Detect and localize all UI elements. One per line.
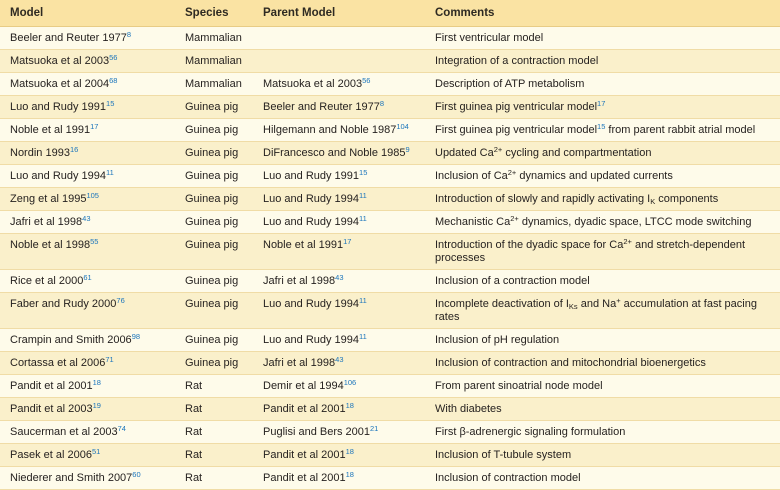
cell-comments: Incomplete deactivation of IKs and Na+ accumulation at fast pacing rates xyxy=(425,293,780,329)
cell-model: Jafri et al 1998$^{43}$ xyxy=(0,211,175,234)
table-row xyxy=(0,211,780,234)
reference-superscript: 11 xyxy=(106,168,114,177)
table-row xyxy=(0,293,780,329)
reference-superscript: 106 xyxy=(343,378,357,387)
cell-species: Guinea pig xyxy=(175,211,253,234)
table-row xyxy=(0,188,780,211)
cell-model: Pandit et al 2001$^{18}$ xyxy=(0,375,175,398)
cell-comments: Inclusion of T-tubule system xyxy=(425,444,780,467)
cell-comments: First ventricular model xyxy=(425,27,780,50)
reference-superscript: 11 xyxy=(359,332,367,341)
reference-superscript: 104 xyxy=(396,122,409,131)
reference-superscript: 8 xyxy=(126,30,131,39)
cell-species: Mammalian xyxy=(175,73,253,96)
cell-species: Rat xyxy=(175,467,253,490)
reference-superscript: 60 xyxy=(132,470,141,479)
cell-species: Guinea pig xyxy=(175,329,253,352)
table-row xyxy=(0,27,780,50)
table-row xyxy=(0,119,780,142)
cell-species: Rat xyxy=(175,398,253,421)
chemical-superscript: 2+ xyxy=(493,145,503,154)
reference-superscript: 9 xyxy=(405,145,410,154)
cell-species: Guinea pig xyxy=(175,270,253,293)
reference-superscript: 105 xyxy=(86,191,99,200)
table-row xyxy=(0,467,780,490)
reference-superscript: 11 xyxy=(359,214,367,223)
reference-superscript: 56 xyxy=(362,76,371,85)
cell-comments: Inclusion of pH regulation xyxy=(425,329,780,352)
cell-parent-model: Puglisi and Bers 2001$^{21}$ xyxy=(253,421,425,444)
cell-comments: Mechanistic $Ca^{2+}$ dynamics, dyadic space, LTCC mode switching xyxy=(425,211,780,234)
cell-species: Rat xyxy=(175,421,253,444)
cell-parent-model xyxy=(253,50,425,73)
cell-model: Zeng et al 1995$^{105}$ xyxy=(0,188,175,211)
cell-parent-model: Matsuoka et al 2003$^{56}$ xyxy=(253,73,425,96)
cell-comments: Introduction of the dyadic space for $Ca^{2+}$ and stretch-dependent processes xyxy=(425,234,780,270)
cell-model: Faber and Rudy 2000$^{76}$ xyxy=(0,293,175,329)
cell-comments: First guinea pig ventricular model$^{15}$ from parent rabbit atrial model xyxy=(425,119,780,142)
reference-superscript: 17 xyxy=(90,122,99,131)
reference-superscript: 21 xyxy=(370,424,379,433)
cell-parent-model: Pandit et al 2001$^{18}$ xyxy=(253,467,425,490)
reference-superscript: 43 xyxy=(335,355,344,364)
cell-species: Guinea pig xyxy=(175,293,253,329)
cell-model: Pandit et al 2003$^{19}$ xyxy=(0,398,175,421)
cell-model: Saucerman et al 2003$^{74}$ xyxy=(0,421,175,444)
cell-model: Matsuoka et al 2003$^{56}$ xyxy=(0,50,175,73)
reference-superscript: 17 xyxy=(597,99,606,108)
table-row xyxy=(0,329,780,352)
cell-comments: Integration of a contraction model xyxy=(425,50,780,73)
reference-superscript: 18 xyxy=(345,447,354,456)
cell-model: Pasek et al 2006$^{51}$ xyxy=(0,444,175,467)
cell-model: Cortassa et al 2006$^{71}$ xyxy=(0,352,175,375)
chemical-subscript: K xyxy=(650,197,656,206)
reference-superscript: 15 xyxy=(597,122,606,131)
cell-parent-model: Luo and Rudy 1994$^{11}$ xyxy=(253,329,425,352)
cell-species: Guinea pig xyxy=(175,119,253,142)
cell-parent-model: Luo and Rudy 1991$^{15}$ xyxy=(253,165,425,188)
reference-superscript: 18 xyxy=(345,470,354,479)
cell-parent-model: Luo and Rudy 1994$^{11}$ xyxy=(253,293,425,329)
table-row xyxy=(0,352,780,375)
cell-comments: From parent sinoatrial node model xyxy=(425,375,780,398)
reference-superscript: 15 xyxy=(106,99,115,108)
cell-parent-model: Demir et al 1994$^{106}$ xyxy=(253,375,425,398)
cell-species: Guinea pig xyxy=(175,188,253,211)
chemical-superscript: + xyxy=(616,296,621,305)
cell-model: Luo and Rudy 1994$^{11}$ xyxy=(0,165,175,188)
reference-superscript: 98 xyxy=(131,332,141,341)
column-header-model: Model xyxy=(0,0,175,27)
cell-comments: Inclusion of contraction model xyxy=(425,467,780,490)
reference-superscript: 16 xyxy=(69,145,79,154)
chemical-subscript: Ks xyxy=(568,302,578,311)
cell-species: Guinea pig xyxy=(175,352,253,375)
reference-superscript: 61 xyxy=(83,273,92,282)
reference-superscript: 43 xyxy=(82,214,91,223)
cell-species: Rat xyxy=(175,375,253,398)
cell-parent-model xyxy=(253,27,425,50)
reference-superscript: 51 xyxy=(91,447,101,456)
reference-superscript: 68 xyxy=(109,76,118,85)
table-row xyxy=(0,398,780,421)
chemical-superscript: 2+ xyxy=(623,237,632,246)
reference-superscript: 56 xyxy=(109,53,118,62)
reference-superscript: 55 xyxy=(90,237,99,246)
table-row xyxy=(0,444,780,467)
reference-superscript: 43 xyxy=(335,273,344,282)
cell-parent-model: Luo and Rudy 1994$^{11}$ xyxy=(253,211,425,234)
cell-parent-model: Pandit et al 2001$^{18}$ xyxy=(253,398,425,421)
table-row xyxy=(0,165,780,188)
cell-model: Beeler and Reuter 1977$^8$ xyxy=(0,27,175,50)
column-header-parent-model: Parent Model xyxy=(253,0,425,27)
cell-model: Luo and Rudy 1991$^{15}$ xyxy=(0,96,175,119)
cell-parent-model: Pandit et al 2001$^{18}$ xyxy=(253,444,425,467)
cell-species: Rat xyxy=(175,444,253,467)
table-row xyxy=(0,96,780,119)
cell-species: Guinea pig xyxy=(175,165,253,188)
reference-superscript: 18 xyxy=(345,401,354,410)
column-header-comments: Comments xyxy=(425,0,780,27)
cell-comments: First β-adrenergic signaling formulation xyxy=(425,421,780,444)
table-row xyxy=(0,50,780,73)
cell-comments: Description of ATP metabolism xyxy=(425,73,780,96)
table-row xyxy=(0,234,780,270)
cell-parent-model: Jafri et al 1998$^{43}$ xyxy=(253,352,425,375)
reference-superscript: 71 xyxy=(105,355,114,364)
table-row xyxy=(0,421,780,444)
cell-parent-model: Luo and Rudy 1994$^{11}$ xyxy=(253,188,425,211)
cell-comments: Inclusion of a contraction model xyxy=(425,270,780,293)
reference-superscript: 74 xyxy=(117,424,126,433)
table-row xyxy=(0,270,780,293)
cell-comments: First guinea pig ventricular model$^{17}$ xyxy=(425,96,780,119)
cell-parent-model: Jafri et al 1998$^{43}$ xyxy=(253,270,425,293)
cell-species: Mammalian xyxy=(175,50,253,73)
table-row xyxy=(0,375,780,398)
cell-model: Matsuoka et al 2004$^{68}$ xyxy=(0,73,175,96)
reference-superscript: 76 xyxy=(116,296,125,305)
table-row xyxy=(0,142,780,165)
cell-species: Mammalian xyxy=(175,27,253,50)
reference-superscript: 19 xyxy=(92,401,101,410)
chemical-superscript: 2+ xyxy=(507,168,517,177)
cell-comments: Introduction of slowly and rapidly activating IK components xyxy=(425,188,780,211)
cell-model: Niederer and Smith 2007$^{60}$ xyxy=(0,467,175,490)
reference-superscript: 15 xyxy=(359,168,368,177)
cell-model: Rice et al 2000$^{61}$ xyxy=(0,270,175,293)
cell-species: Guinea pig xyxy=(175,96,253,119)
table-body xyxy=(0,27,780,490)
cell-model: Nordin 1993$^{16}$ xyxy=(0,142,175,165)
cell-comments: Inclusion of contraction and mitochondrial bioenergetics xyxy=(425,352,780,375)
cell-model: Noble et al 1998$^{55}$ xyxy=(0,234,175,270)
cell-species: Guinea pig xyxy=(175,234,253,270)
reference-superscript: 8 xyxy=(379,99,384,108)
cell-model: Noble et al 1991$^{17}$ xyxy=(0,119,175,142)
cell-comments: Updated $Ca^{2+}$ cycling and compartmentation xyxy=(425,142,780,165)
cell-parent-model: Beeler and Reuter 1977$^8$ xyxy=(253,96,425,119)
cell-parent-model: DiFrancesco and Noble 1985$^9$ xyxy=(253,142,425,165)
reference-superscript: 18 xyxy=(92,378,101,387)
column-header-species: Species xyxy=(175,0,253,27)
cell-comments: Inclusion of $Ca^{2+}$ dynamics and updated currents xyxy=(425,165,780,188)
table-header-row xyxy=(0,0,780,27)
cell-model: Crampin and Smith 2006$^{98}$ xyxy=(0,329,175,352)
cell-parent-model: Noble et al 1991$^{17}$ xyxy=(253,234,425,270)
cell-comments: With diabetes xyxy=(425,398,780,421)
cell-species: Guinea pig xyxy=(175,142,253,165)
chemical-superscript: 2+ xyxy=(510,214,519,223)
cell-parent-model: Hilgemann and Noble 1987$^{104}$ xyxy=(253,119,425,142)
reference-superscript: 17 xyxy=(343,237,352,246)
reference-superscript: 11 xyxy=(359,191,367,200)
table-row xyxy=(0,73,780,96)
reference-superscript: 11 xyxy=(359,296,367,305)
